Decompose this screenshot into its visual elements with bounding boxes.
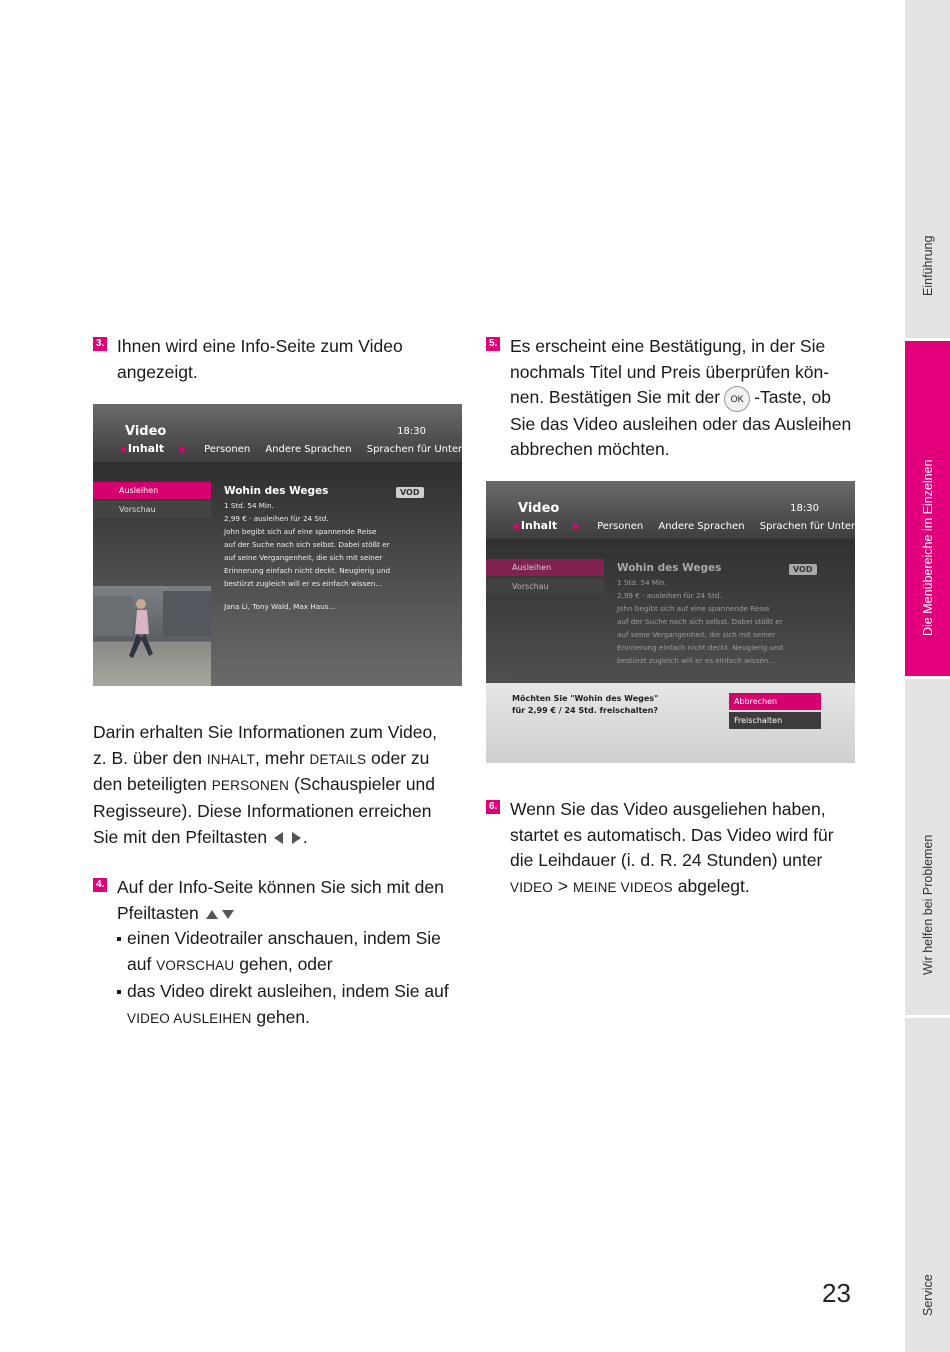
term-vorschau: VORSCHAU: [156, 958, 235, 974]
tv-tab-personen: Personen: [597, 521, 644, 532]
term-video: VIDEO: [510, 880, 554, 896]
step-text: [117, 901, 473, 927]
tv-tab-personen: Personen: [204, 444, 251, 455]
tv-tab-untertitel: Sprachen für Untertitel: [759, 521, 875, 532]
step-badge: 3.: [93, 337, 107, 351]
bullet-item: [117, 979, 473, 1031]
bullet-item: [117, 926, 473, 978]
tab-service[interactable]: [905, 1018, 950, 1352]
tv-video-desc: John begibt sich auf eine spannende Reise: [617, 604, 770, 613]
tv-tab-inhalt: Inhalt: [127, 442, 165, 455]
text: -Taste, ob: [754, 387, 831, 408]
question-line: für 2,99 € / 24 Std. freischalten?: [512, 706, 659, 715]
tab-label: Die Menübereiche im Einzelnen: [920, 459, 935, 636]
video-thumbnail: [93, 586, 211, 686]
step-text: abbrechen möchten.: [510, 439, 670, 460]
term-video-ausleihen: VIDEO AUSLEIHEN: [127, 1010, 252, 1026]
tv-clock: 18:30: [790, 503, 819, 514]
tv-video-info: [224, 484, 444, 613]
tv-screenshot-confirmation: [486, 481, 875, 763]
tab-label: Service: [920, 1274, 935, 1316]
text: (Schauspieler und: [289, 774, 436, 795]
tv-video-price: 2,99 € · ausleihen für 24 Std.: [617, 591, 722, 600]
tv-video-duration: 1 Std. 54 Min.: [224, 501, 274, 510]
confirm-dialog: [486, 683, 855, 763]
arrow-down-key-icon: [222, 910, 234, 919]
tv-tab-inhalt: Inhalt: [520, 519, 558, 532]
term-inhalt: INHALT: [206, 751, 256, 767]
tv-video-price: 2,99 € · ausleihen für 24 Std.: [224, 514, 329, 523]
text: den beteiligten: [93, 774, 212, 795]
arrow-up-key-icon: [206, 910, 218, 919]
step-text: startet es automatisch. Das Video wird für: [510, 824, 834, 845]
step-badge: 6.: [486, 800, 500, 814]
runner-image-icon: [93, 586, 211, 686]
text: z. B. über den: [93, 747, 207, 768]
arrow-left-icon: ◀: [119, 445, 126, 455]
bullet-text: [127, 1005, 473, 1032]
tv-title: Video: [518, 501, 560, 516]
tv-header: [486, 481, 875, 539]
tv-video-cast: Jana Li, Tony Wald, Max Haus...: [224, 602, 336, 611]
tab-einfuehrung[interactable]: [905, 0, 950, 338]
bullet-text: einen Videotrailer anschauen, indem Sie: [127, 928, 441, 949]
term-details: DETAILS: [309, 751, 367, 767]
arrow-right-key-icon: [292, 832, 301, 844]
arrow-right-icon: ▶: [572, 522, 580, 532]
step-5: [486, 334, 866, 463]
text: Sie mit den Pfeiltasten: [93, 826, 268, 847]
arrow-left-icon: ◀: [512, 522, 519, 532]
arrow-left-key-icon: [274, 832, 283, 844]
vod-badge: VOD: [396, 487, 424, 498]
tab-label: Einführung: [920, 235, 935, 296]
tv-tab-untertitel: Sprachen für Untertitel: [366, 444, 482, 455]
step-3: [93, 334, 463, 385]
tv-tab-sprachen: Andere Sprachen: [265, 444, 352, 455]
tab-probleme[interactable]: [905, 679, 950, 1015]
tab-label: Wir helfen bei Problemen: [920, 834, 935, 975]
tv-video-desc: Erinnerung einfach nicht deckt. Neugierig und: [617, 643, 784, 652]
step-text: Wenn Sie das Video ausgeliehen haben,: [510, 799, 826, 819]
tv-header: [93, 404, 482, 462]
text: , mehr: [255, 747, 310, 768]
text: gehen, oder: [234, 954, 333, 975]
tv-menu-ausleihen: Ausleihen: [93, 482, 211, 499]
tv-video-desc: bestürzt zugleich will er es einfach wissen...: [617, 656, 776, 665]
step-text: [510, 874, 866, 901]
cancel-button: Abbrechen: [729, 693, 821, 710]
text: abgelegt.: [672, 876, 750, 897]
tv-video-desc: auf seine Vergangenheit, die sich mit seiner: [224, 553, 383, 562]
tv-video-desc: Erinnerung einfach nicht deckt. Neugierig und: [224, 566, 391, 575]
bullet-text: das Video direkt ausleihen, indem Sie auf: [127, 980, 449, 1001]
para-line: Darin erhalten Sie Informationen zum Video,: [93, 722, 438, 742]
unlock-button: Freischalten: [729, 712, 821, 729]
tv-body: [93, 462, 462, 686]
tv-video-desc: auf der Suche nach sich selbst. Dabei stößt er: [617, 617, 783, 626]
vod-badge: VOD: [789, 564, 817, 575]
text: oder zu: [366, 747, 430, 768]
tv-video-title: Wohin des Weges: [224, 485, 329, 497]
tv-video-desc: John begibt sich auf eine spannende Reise: [224, 527, 377, 536]
text: >: [553, 876, 573, 897]
para-line: [93, 772, 473, 799]
tv-video-desc: auf seine Vergangenheit, die sich mit seiner: [617, 630, 776, 639]
arrow-right-icon: ▶: [179, 445, 187, 455]
tv-video-desc: auf der Suche nach sich selbst. Dabei stößt er: [224, 540, 390, 549]
para-line: Sie mit den Pfeiltasten .: [93, 826, 308, 847]
bullet-text: [127, 952, 473, 979]
term-personen: PERSONEN: [211, 778, 290, 794]
tv-nav: [512, 519, 887, 532]
step-text: Sie das Video ausleihen oder das Ausleihen: [510, 413, 852, 434]
tv-video-info: [617, 561, 837, 667]
step-4: [93, 875, 473, 1031]
tv-menu-vorschau: Vorschau: [93, 501, 211, 518]
tv-video-desc: bestürzt zugleich will er es einfach wissen...: [224, 579, 383, 588]
confirm-question: [512, 693, 658, 717]
step-text: nochmals Titel und Preis überprüfen kön-: [510, 361, 830, 382]
tv-screenshot-info-page: [93, 404, 482, 686]
step-6: [486, 797, 866, 901]
question-line: Möchten Sie "Wohin des Weges": [512, 694, 659, 703]
step-text: Auf der Info-Seite können Sie sich mit den: [117, 877, 444, 897]
step-badge: 5.: [486, 337, 500, 351]
para-line: Regisseure). Diese Informationen erreichen: [93, 801, 432, 822]
tab-menuebereiche[interactable]: [905, 341, 950, 676]
text: nen. Bestätigen Sie mit der: [510, 387, 721, 408]
tv-title: Video: [125, 424, 167, 439]
step-text: Es erscheint eine Bestätigung, in der Sie: [510, 336, 826, 356]
term-meine-videos: MEINE VIDEOS: [572, 880, 673, 896]
text: Pfeiltasten: [117, 902, 199, 923]
tv-nav: [119, 442, 494, 455]
step-text: [510, 385, 866, 411]
tv-video-duration: 1 Std. 54 Min.: [617, 578, 667, 587]
page-number: 23: [822, 1278, 851, 1308]
step-text: angezeigt.: [117, 361, 198, 382]
step-text: die Leihdauer (i. d. R. 24 Stunden) unter: [510, 850, 823, 871]
step-badge: 4.: [93, 878, 107, 892]
info-paragraph: [93, 720, 473, 851]
tv-clock: 18:30: [397, 426, 426, 437]
tv-tab-sprachen: Andere Sprachen: [658, 521, 745, 532]
ok-key-icon: OK: [724, 386, 750, 412]
text: gehen.: [251, 1006, 310, 1027]
tv-menu-vorschau: Vorschau: [486, 578, 604, 595]
step-text: Ihnen wird eine Info-Seite zum Video: [117, 336, 403, 356]
tv-menu-ausleihen: Ausleihen: [486, 559, 604, 576]
para-line: [93, 746, 473, 773]
tv-video-title: Wohin des Weges: [617, 562, 722, 574]
text: auf: [127, 954, 157, 975]
